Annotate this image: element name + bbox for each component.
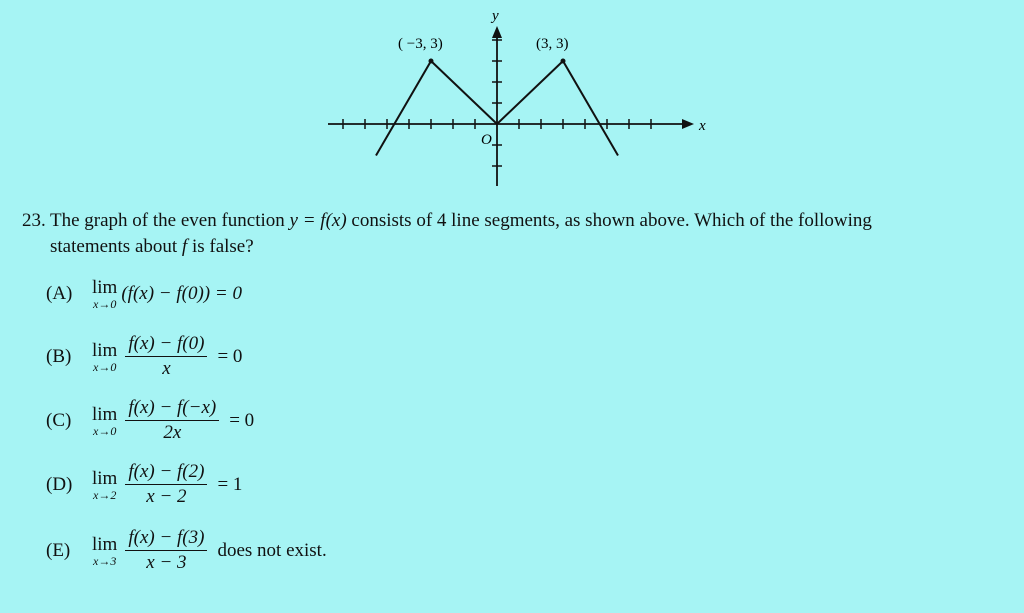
vertex-point-right [561, 59, 566, 64]
limit-subscript: x→0 [93, 297, 117, 311]
limit-result: = 1 [217, 473, 243, 495]
choice-e[interactable] [46, 526, 327, 575]
choice-d[interactable] [46, 460, 242, 509]
question-text-part2: consists of 4 line segments, as shown above. Which of the following [351, 210, 872, 231]
limit-word: lim [92, 277, 118, 298]
question-line-1 [22, 208, 1002, 234]
fraction-denominator: x [162, 358, 171, 379]
limit-subscript: x→0 [93, 359, 117, 374]
function-expression: y = f(x) [289, 210, 347, 231]
fraction-denominator: x − 2 [146, 486, 187, 507]
y-axis-arrow [492, 26, 502, 38]
limit-subscript: x→2 [93, 487, 117, 502]
limit-expression: (f(x) − f(0)) = 0 [121, 283, 242, 304]
choice-letter: (B) [46, 345, 72, 367]
limit-result: = 0 [217, 345, 243, 367]
x-axis-label: x [699, 118, 706, 134]
origin-label: O [481, 132, 492, 148]
fraction-numerator: f(x) − f(2) [125, 460, 207, 485]
question-line2-part2: is false? [191, 236, 254, 257]
fraction-numerator: f(x) − f(0) [125, 332, 207, 357]
limit-word: lim [92, 467, 118, 489]
limit-operator [92, 469, 117, 501]
vertex-point-left [429, 59, 434, 64]
fraction-numerator: f(x) − f(−x) [125, 396, 219, 421]
choice-letter: (E) [46, 539, 71, 561]
fraction [125, 526, 207, 575]
limit-operator [92, 278, 117, 310]
choice-letter: (D) [46, 473, 73, 495]
function-graph [0, 0, 1024, 200]
limit-result: = 0 [229, 409, 255, 431]
function-variable: f [181, 236, 188, 257]
choice-b[interactable] [46, 332, 242, 381]
choice-letter: (C) [46, 409, 72, 431]
limit-operator [92, 535, 117, 567]
limit-operator [92, 341, 117, 373]
fraction [125, 396, 219, 445]
choice-a[interactable] [46, 278, 242, 310]
choice-letter: (A) [46, 283, 73, 304]
question-number: 23. [22, 210, 46, 231]
limit-word: lim [92, 339, 118, 361]
fraction-numerator: f(x) − f(3) [125, 526, 207, 551]
question-line-2 [22, 234, 1002, 260]
limit-word: lim [92, 533, 118, 555]
point-left-label: ( −3, 3) [398, 36, 443, 52]
fraction [125, 332, 207, 381]
y-axis-label: y [492, 8, 499, 24]
limit-subscript: x→0 [93, 423, 117, 438]
choice-c[interactable] [46, 396, 254, 445]
fraction-denominator: 2x [163, 422, 182, 443]
limit-subscript: x→3 [93, 553, 117, 568]
x-axis-arrow [682, 119, 694, 129]
limit-word: lim [92, 403, 118, 425]
fraction [125, 460, 207, 509]
limit-result: does not exist. [217, 539, 327, 561]
question-line2-part1: statements about [50, 236, 178, 257]
limit-operator [92, 405, 117, 437]
point-right-label: (3, 3) [536, 36, 569, 52]
question-text-part1: The graph of the even function [50, 210, 285, 231]
fraction-denominator: x − 3 [146, 552, 187, 573]
question-text [22, 208, 1002, 260]
